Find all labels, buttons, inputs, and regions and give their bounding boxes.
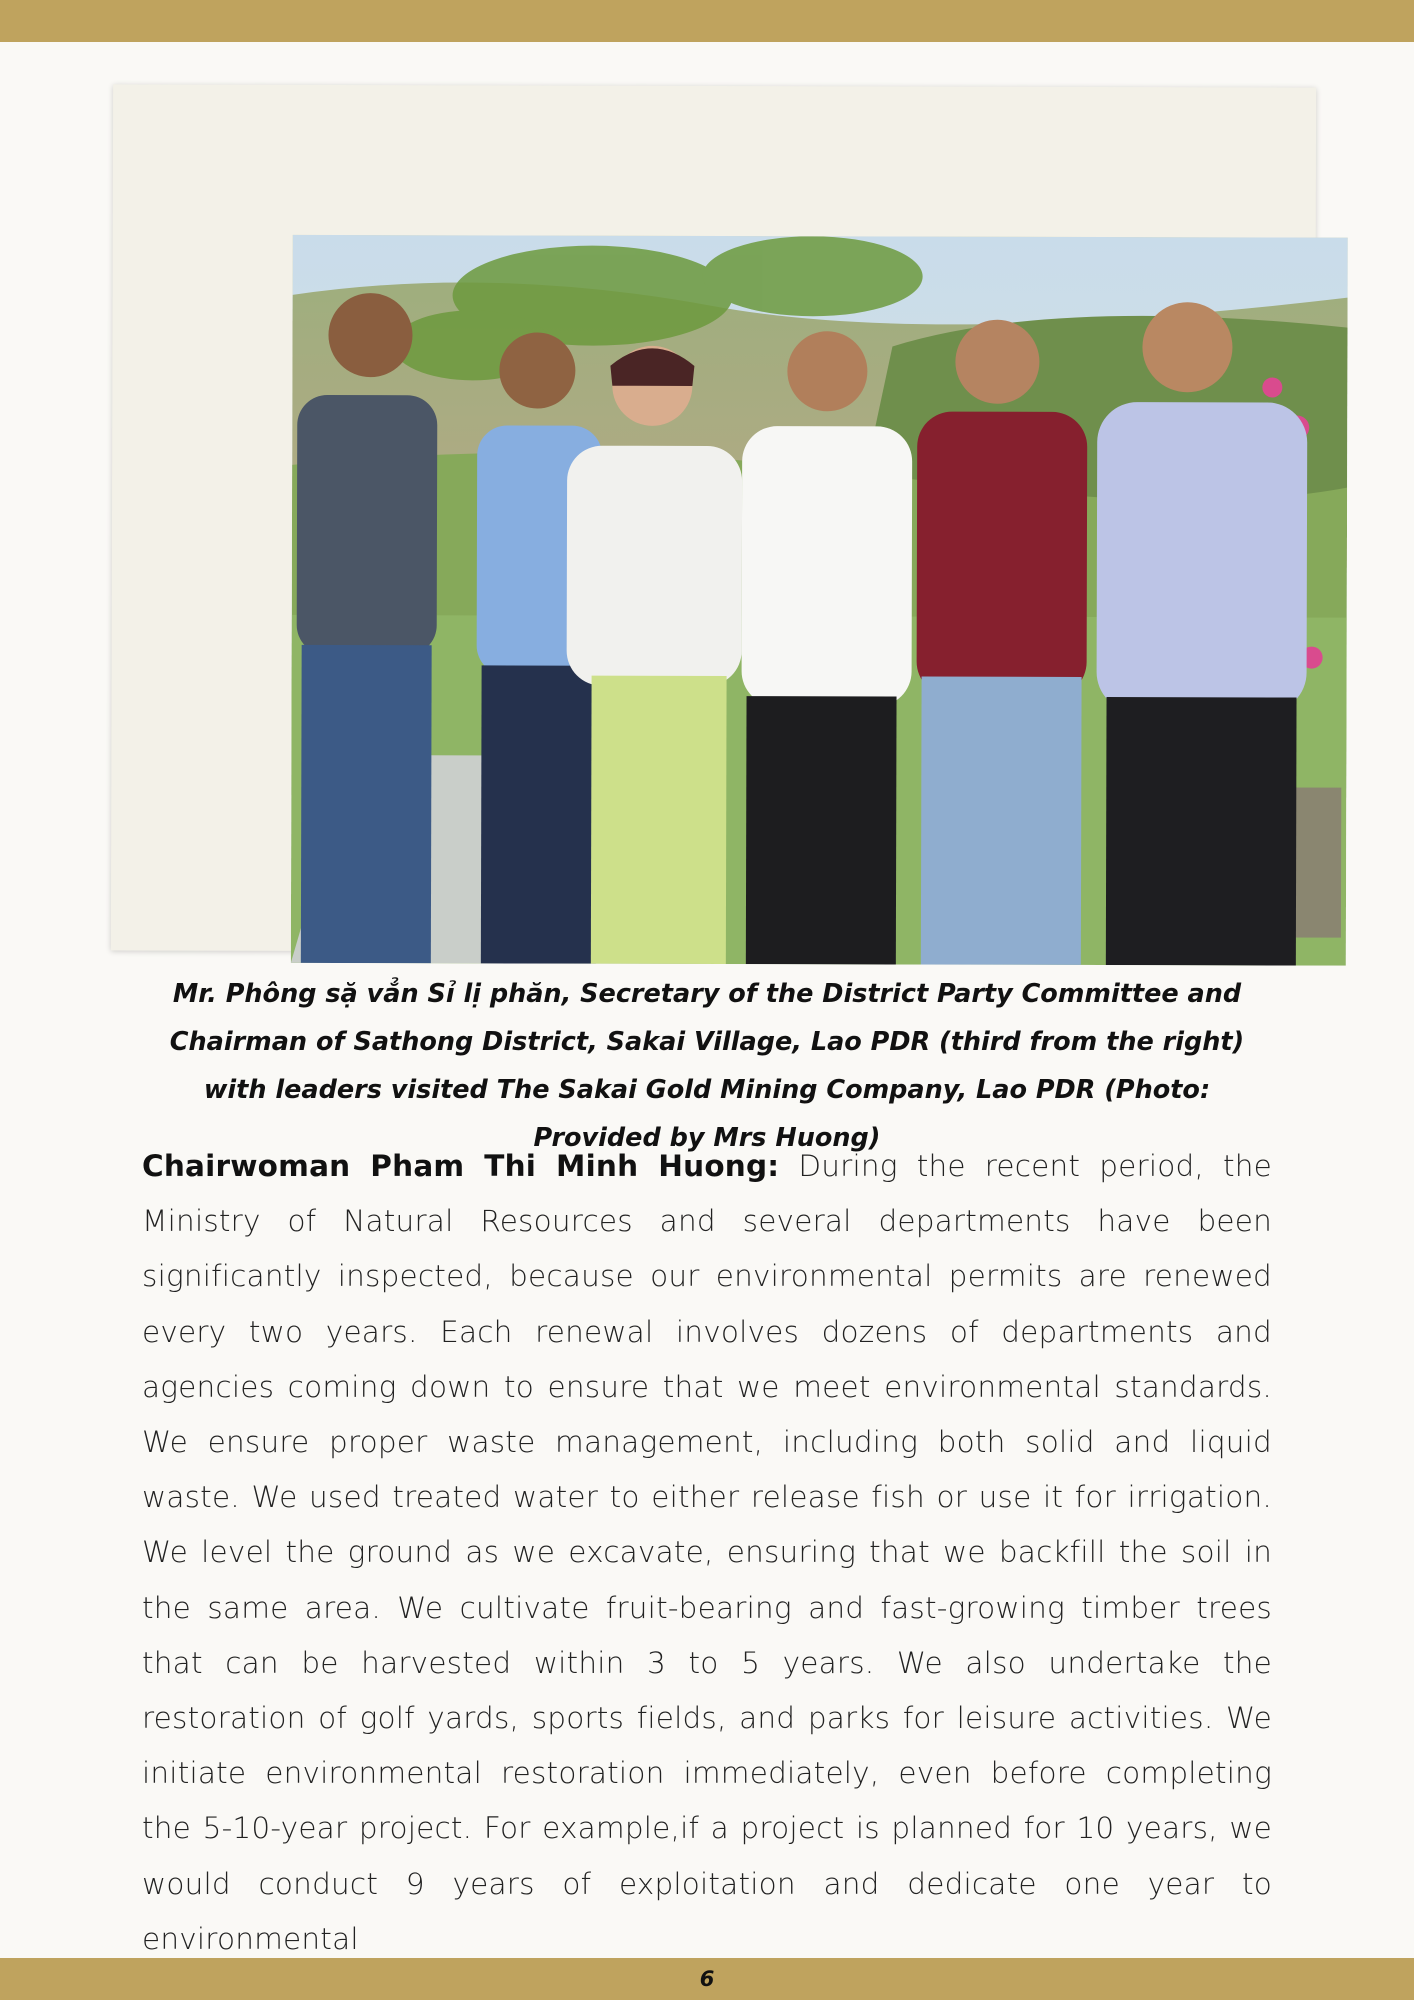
article-text: During the recent period, the Ministry of Natural Resources and several departments have been significantly inspected, because our environmental permits are renewed every two years. Each renewal involves dozens of departments and agencies coming down to ensure that we meet environmental standards. We ensure proper waste management, including both solid and liquid waste. We used treated water to either release fish or use it for irrigation. We level the ground as we excavate, ensuring that we backfill the soil in the same area. We cultivate fruit-bearing and fast-growing timber trees that can be harvested within 3 to 5 years. We also undertake the restoration of golf yards, sports fields, and parks for leisure activities. We initiate environmental restoration immediately, even before completing the 5-10-year project. For example,if a project is planned for 10 years, we would conduct 9 years of exploitation and dedicate one year to environmental xyxy=(142,1149,1273,1956)
article-paragraph xyxy=(142,1139,1272,1967)
speaker-label: Chairwoman Pham Thi Minh Huong: xyxy=(142,1149,780,1183)
photo-print-frame xyxy=(111,84,1316,953)
group-photo xyxy=(291,235,1348,966)
top-decorative-band xyxy=(0,0,1414,42)
photo-caption: Mr. Phông sặ vẳn Sỉ lị phăn, Secretary of the District Party Committee and Chairman of Sathong District, Sakai Village, Lao PDR (third from the right) with leaders visited The Sakai Gold Mining Company, Lao PDR (Photo: Provided by Mrs Huong) xyxy=(169,979,1245,1153)
page-number: 6 xyxy=(699,1967,715,1991)
